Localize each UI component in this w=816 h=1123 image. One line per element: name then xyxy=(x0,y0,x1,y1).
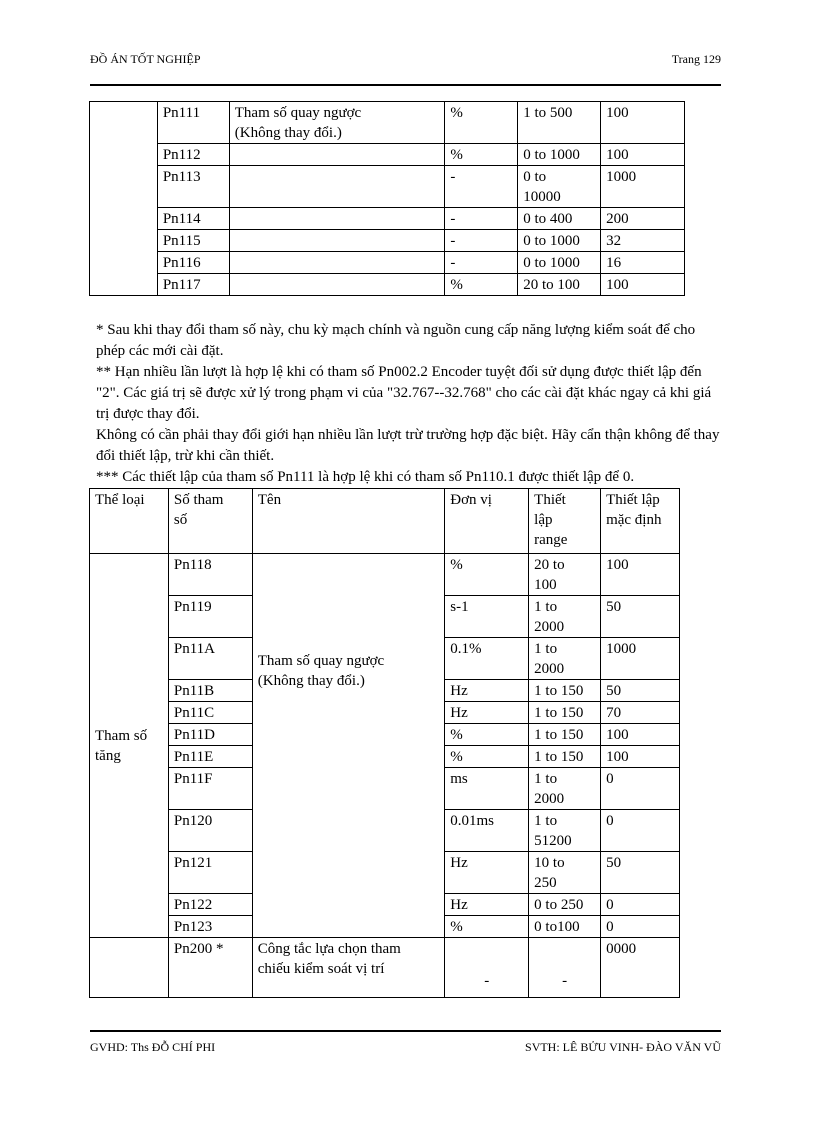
category-cell xyxy=(90,938,169,998)
param-default: 100 xyxy=(601,102,685,144)
param-code: Pn11E xyxy=(168,746,252,768)
page-header xyxy=(90,52,721,68)
header-rule xyxy=(90,84,721,86)
param-code: Pn111 xyxy=(157,102,229,144)
param-name xyxy=(229,252,445,274)
footer-students: SVTH: LÊ BỬU VINH- ĐÀO VĂN VŨ xyxy=(525,1040,721,1054)
param-range: 1 to 150 xyxy=(529,702,601,724)
param-code: Pn120 xyxy=(168,810,252,852)
param-range: 20 to 100 xyxy=(518,274,601,296)
param-unit: Hz xyxy=(445,680,529,702)
param-code: Pn112 xyxy=(157,144,229,166)
param-range: 1 to 150 xyxy=(529,680,601,702)
param-unit: Hz xyxy=(445,852,529,894)
param-default: 0 xyxy=(601,810,680,852)
param-name xyxy=(229,166,445,208)
header-title: ĐỒ ÁN TỐT NGHIỆP xyxy=(90,52,201,66)
param-range: - xyxy=(529,938,601,998)
parameter-table-1 xyxy=(89,101,685,296)
param-unit: s-1 xyxy=(445,596,529,638)
param-range: 1 to 150 xyxy=(529,724,601,746)
note-2: ** Hạn nhiều lần lượt là hợp lệ khi có tham số Pn002.2 Encoder tuyệt đối sử dụng được thiết lập đến "2". Các giá trị sẽ được xử lý trong phạm vi của "32.767--32.768" cho các cài đặt khác ngay cả khi giá trị được thay đổi. xyxy=(96,364,712,422)
table-header-row xyxy=(90,489,680,554)
param-default: 50 xyxy=(601,680,680,702)
param-code: Pn123 xyxy=(168,916,252,938)
table-row xyxy=(90,230,685,252)
param-unit: 0.01ms xyxy=(445,810,529,852)
param-code: Pn114 xyxy=(157,208,229,230)
param-name: Tham số quay ngược (Không thay đổi.) xyxy=(229,102,445,144)
param-code: Pn115 xyxy=(157,230,229,252)
note-1: * Sau khi thay đổi tham số này, chu kỳ mạch chính và nguồn cung cấp năng lượng kiểm soát để cho phép các mới cài đặt. xyxy=(96,322,696,359)
param-default: 100 xyxy=(601,274,685,296)
param-default: 32 xyxy=(601,230,685,252)
table-row xyxy=(90,102,685,144)
header-name: Tên xyxy=(252,489,445,554)
param-range: 10 to 250 xyxy=(529,852,601,894)
footer-advisor: GVHD: Ths ĐỖ CHÍ PHI xyxy=(90,1040,216,1054)
param-default: 50 xyxy=(601,596,680,638)
param-name xyxy=(229,274,445,296)
param-range: 1 to 2000 xyxy=(529,596,601,638)
param-default: 70 xyxy=(601,702,680,724)
param-unit: % xyxy=(445,724,529,746)
param-unit: ms xyxy=(445,768,529,810)
param-range: 1 to 2000 xyxy=(529,768,601,810)
header-default: Thiết lập mặc định xyxy=(601,489,680,554)
param-code: Pn116 xyxy=(157,252,229,274)
param-unit: % xyxy=(445,746,529,768)
param-unit: - xyxy=(445,252,518,274)
param-unit: 0.1% xyxy=(445,638,529,680)
param-code: Pn121 xyxy=(168,852,252,894)
param-unit: % xyxy=(445,554,529,596)
param-default: 50 xyxy=(601,852,680,894)
footer-rule xyxy=(90,1030,721,1032)
param-unit: % xyxy=(445,916,529,938)
param-code: Pn119 xyxy=(168,596,252,638)
param-code: Pn117 xyxy=(157,274,229,296)
param-unit: Hz xyxy=(445,702,529,724)
table-row xyxy=(90,208,685,230)
table-row xyxy=(90,554,680,596)
param-name: Công tắc lựa chọn tham chiếu kiểm soát vị trí xyxy=(252,938,445,998)
param-unit: - xyxy=(445,166,518,208)
param-code: Pn11D xyxy=(168,724,252,746)
header-category: Thể loại xyxy=(90,489,169,554)
param-range: 0 to 10000 xyxy=(518,166,601,208)
param-code: Pn11A xyxy=(168,638,252,680)
param-unit: - xyxy=(445,938,529,998)
table-row xyxy=(90,252,685,274)
table-row xyxy=(90,144,685,166)
note-3: Không có cần phải thay đổi giới hạn nhiều lần lượt trừ trường hợp đặc biệt. Hãy cẩn thận không để thay đổi thiết lập, trừ khi cần thiết. xyxy=(96,427,720,464)
param-range: 0 to 1000 xyxy=(518,144,601,166)
param-unit: - xyxy=(445,208,518,230)
table-row xyxy=(90,938,680,998)
param-default: 0000 xyxy=(601,938,680,998)
param-code: Pn11C xyxy=(168,702,252,724)
param-default: 100 xyxy=(601,746,680,768)
param-range: 0 to 1000 xyxy=(518,230,601,252)
param-unit: - xyxy=(445,230,518,252)
param-default: 0 xyxy=(601,916,680,938)
param-default: 1000 xyxy=(601,638,680,680)
group-category: Tham số tăng xyxy=(90,554,169,938)
param-default: 100 xyxy=(601,724,680,746)
param-default: 0 xyxy=(601,894,680,916)
param-code: Pn113 xyxy=(157,166,229,208)
page-footer xyxy=(90,1040,721,1056)
param-code: Pn122 xyxy=(168,894,252,916)
note-4: *** Các thiết lập của tham số Pn111 là hợp lệ khi có tham số Pn110.1 được thiết lập để 0. xyxy=(96,469,635,485)
header-code: Số tham số xyxy=(168,489,252,554)
param-default: 100 xyxy=(601,144,685,166)
header-range: Thiết lập range xyxy=(529,489,601,554)
param-code: Pn118 xyxy=(168,554,252,596)
param-name xyxy=(229,208,445,230)
param-default: 0 xyxy=(601,768,680,810)
param-range: 0 to 400 xyxy=(518,208,601,230)
notes-block xyxy=(96,320,721,488)
param-range: 20 to 100 xyxy=(529,554,601,596)
param-code: Pn11F xyxy=(168,768,252,810)
param-default: 100 xyxy=(601,554,680,596)
param-range: 1 to 51200 xyxy=(529,810,601,852)
category-cell xyxy=(90,102,158,296)
group-name: Tham số quay ngược (Không thay đổi.) xyxy=(252,554,445,938)
param-unit: Hz xyxy=(445,894,529,916)
param-code: Pn11B xyxy=(168,680,252,702)
param-name xyxy=(229,144,445,166)
param-range: 0 to 250 xyxy=(529,894,601,916)
param-range: 1 to 500 xyxy=(518,102,601,144)
param-unit: % xyxy=(445,144,518,166)
param-range: 0 to 1000 xyxy=(518,252,601,274)
page-number: Trang 129 xyxy=(671,52,721,66)
header-unit: Đơn vị xyxy=(445,489,529,554)
param-range: 1 to 150 xyxy=(529,746,601,768)
param-code: Pn200 * xyxy=(168,938,252,998)
param-range: 0 to100 xyxy=(529,916,601,938)
param-default: 200 xyxy=(601,208,685,230)
table-row xyxy=(90,274,685,296)
param-default: 16 xyxy=(601,252,685,274)
table-row xyxy=(90,166,685,208)
param-unit: % xyxy=(445,274,518,296)
param-unit: % xyxy=(445,102,518,144)
parameter-table-2 xyxy=(89,488,680,998)
param-default: 1000 xyxy=(601,166,685,208)
param-range: 1 to 2000 xyxy=(529,638,601,680)
param-name xyxy=(229,230,445,252)
